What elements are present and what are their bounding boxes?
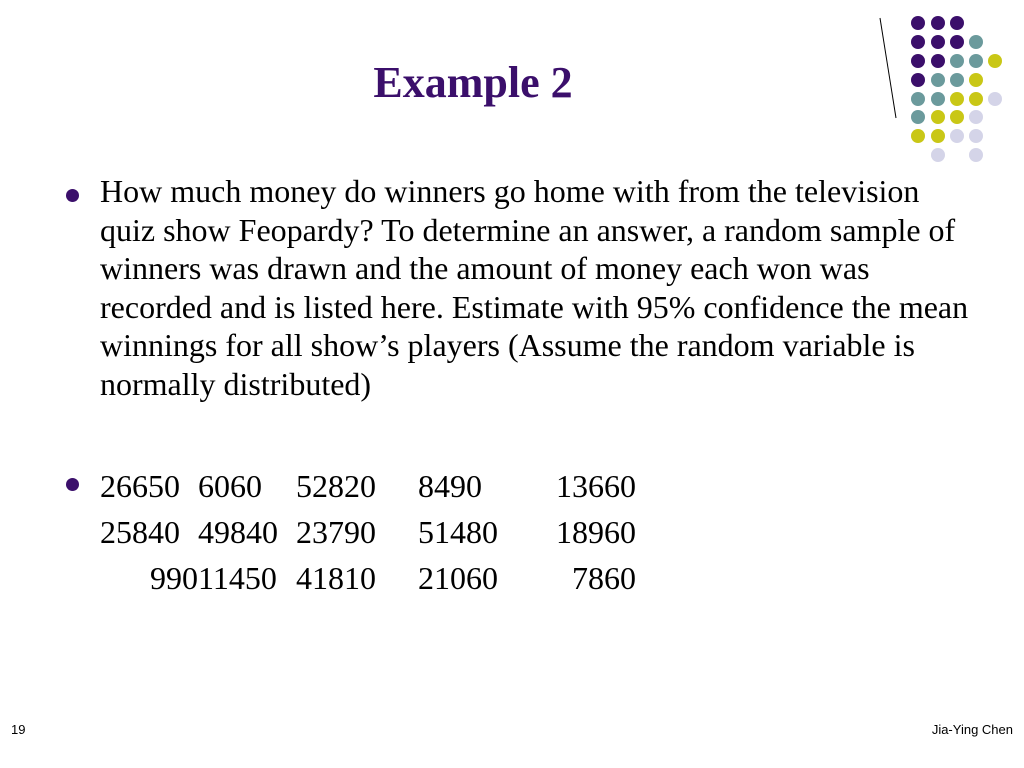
data-row [100, 463, 980, 509]
data-value: 18960 [556, 514, 636, 550]
data-value: 8490 [418, 468, 482, 504]
author-name: Jia-Ying Chen [931, 722, 1013, 737]
data-value: 6060 [198, 468, 262, 504]
data-value: 13660 [556, 468, 636, 504]
data-value: 7860 [572, 560, 636, 596]
bullet-icon [66, 478, 79, 491]
data-value: 51480 [418, 514, 498, 550]
data-value: 26650 [100, 468, 180, 504]
slide-title: Example 2 [373, 58, 573, 107]
data-value: 41810 [296, 560, 376, 596]
question-paragraph: How much money do winners go home with from the television quiz show Feopardy? To determine an answer, a random sample of winners was drawn and the amount of money each won was recorded and is listed here. Estimate with 95% confidence the mean winnings for all show’s players (Assume the random variable is normally distributed) [100, 173, 969, 402]
data-value: 52820 [296, 468, 376, 504]
bullet-list [60, 172, 980, 601]
bullet-icon [66, 189, 79, 202]
data-value: 11450 [198, 560, 277, 596]
data-value: 21060 [418, 560, 498, 596]
data-row [100, 509, 980, 555]
data-value: 25840 [100, 514, 180, 550]
page-number: 19 [11, 722, 26, 737]
bullet-item-data [60, 463, 980, 601]
bullet-item-question [60, 172, 980, 403]
data-value: 990 [150, 560, 198, 596]
data-value: 23790 [296, 514, 376, 550]
data-value: 49840 [198, 514, 278, 550]
data-row [100, 555, 980, 601]
